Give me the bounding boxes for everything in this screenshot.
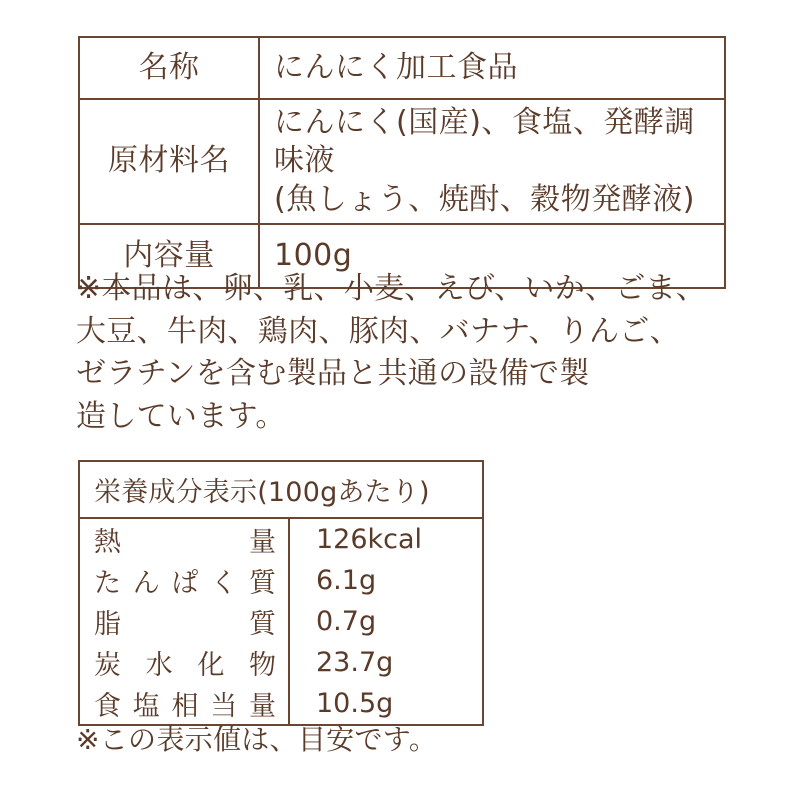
nutrition-facts-box (78, 460, 484, 726)
table-row (80, 642, 482, 683)
table-row-product-name (79, 37, 725, 99)
value-line: にんにく加工食品 (274, 49, 518, 85)
product-info-table (78, 36, 726, 289)
nutrition-facts-table (80, 519, 482, 724)
nutrition-label-carbohydrate: 炭水化物 (80, 642, 289, 683)
table-row (80, 519, 482, 560)
nutrition-value-carbohydrate: 23.7g (316, 647, 394, 678)
row-value-name (259, 37, 725, 99)
nutrition-value-protein: 6.1g (316, 565, 377, 596)
allergen-line: 造しています。 (76, 398, 286, 434)
table-row-ingredients (79, 99, 725, 224)
allergen-line: 大豆、牛肉、鶏肉、豚肉、バナナ、りんご、 (76, 313, 680, 349)
nutrition-value-energy: 126kcal (316, 524, 423, 555)
value-line: (魚しょう、焼酎、穀物発酵液) (274, 181, 695, 217)
allergen-line: ※本品は、卵、乳、小麦、えび、いか、ごま、 (76, 271, 707, 306)
nutrition-label-protein: たんぱく質 (80, 560, 289, 601)
table-row (80, 560, 482, 601)
allergen-note (76, 268, 736, 438)
nutrition-label-energy: 熱量 (80, 519, 289, 560)
table-row (80, 601, 482, 642)
nutrition-value-salt: 10.5g (316, 688, 394, 719)
nutrition-label-salt: 食塩相当量 (80, 683, 289, 724)
nutrition-footnote: ※この表示値は、目安です。 (76, 723, 438, 756)
row-label-name: 名称 (79, 37, 259, 99)
nutrition-label-fat: 脂質 (80, 601, 289, 642)
nutrition-value-fat: 0.7g (316, 606, 377, 637)
row-value-ingredients (259, 99, 725, 224)
row-label-ingredients: 原材料名 (79, 99, 259, 224)
value-line: にんにく(国産)、食塩、発酵調味液 (274, 105, 695, 179)
allergen-line: ゼラチンを含む製品と共通の設備で製 (76, 356, 590, 392)
row-label-net-weight: 内容量 (79, 224, 259, 288)
value-line: 100g (274, 237, 353, 273)
nutrition-facts-title: 栄養成分表示(100gあたり) (80, 462, 482, 519)
